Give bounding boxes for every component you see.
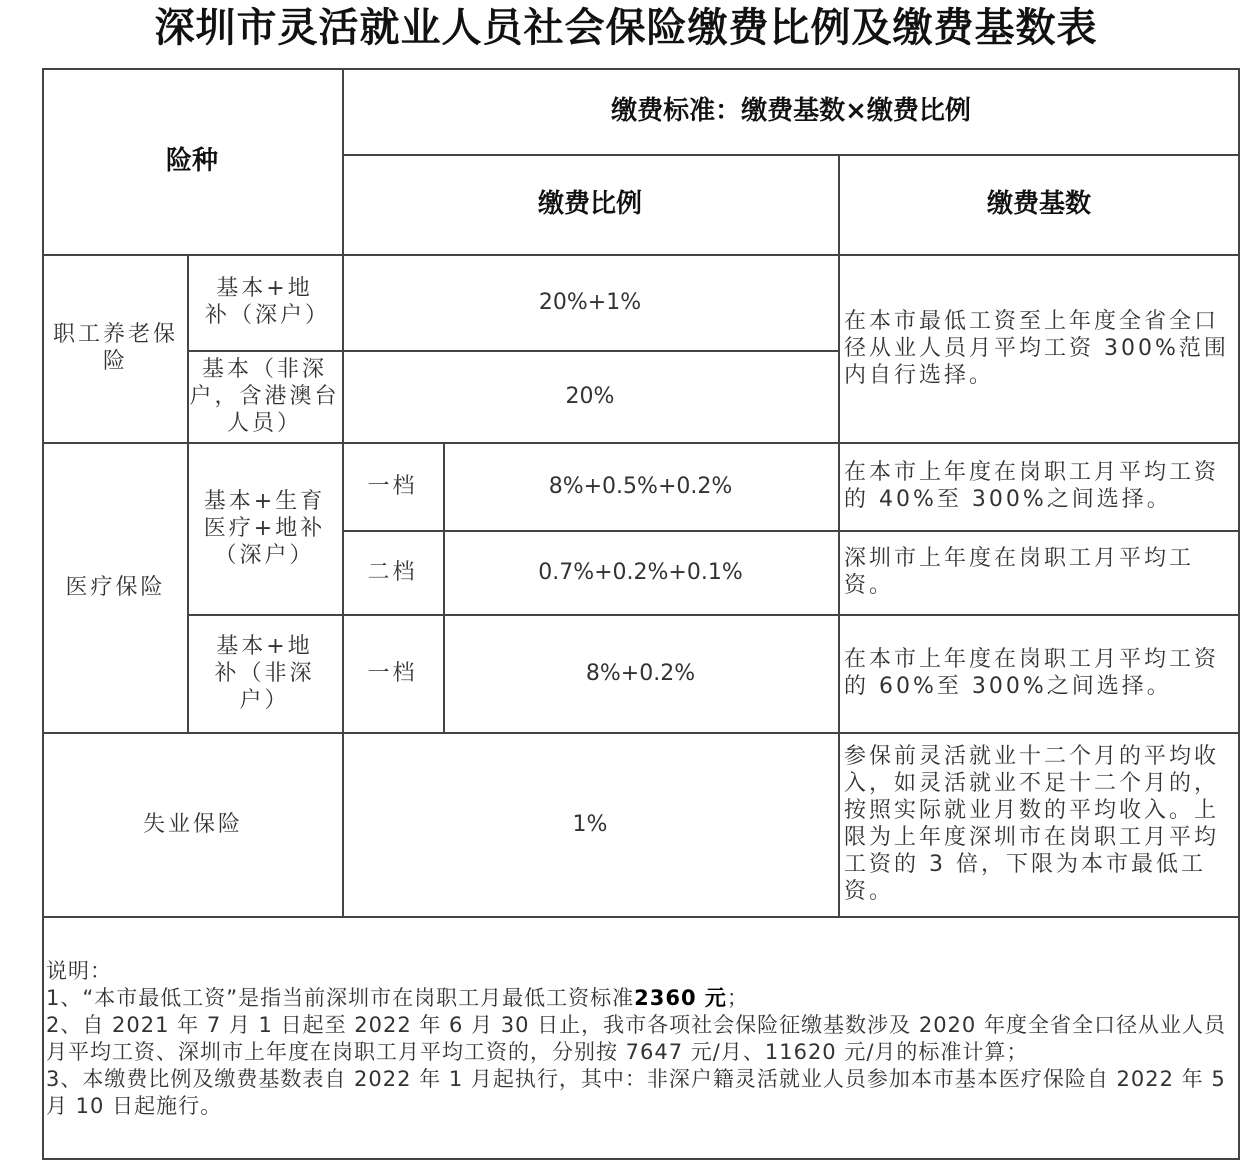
medical-tier1-rate: 8%+0.5%+0.2% [548,473,733,499]
medical-local-type: 基本+生育医疗+地补（深户） [203,488,326,568]
medical-nonlocal-type: 基本+地补（非深户） [214,633,315,713]
medical-label: 医疗保险 [65,574,166,600]
rate-header: 缴费比例 [537,188,642,219]
note-1-text: 1、“本市最低工资”是指当前深圳市在岗职工月最低工资标准 [46,986,635,1010]
unemployment-label: 失业保险 [142,811,243,837]
medical-nonlocal-base: 在本市上年度在岗职工月平均工资的 60%至 300%之间选择。 [844,647,1220,699]
pension-nonlocal-type: 基本（非深户，含港澳台人员） [189,356,340,436]
notes-heading: 说明： [46,959,112,983]
note-2: 2、自 2021 年 7 月 1 日起至 2022 年 6 月 30 日止，我市各项社会保险征缴基数涉及 2020 年度全省全口径从业人员月平均工资、深圳市上年度在岗职工月平均工资的，分别按 7647 元/月、11620 元/月的标准计算； [46,1013,1226,1064]
unemployment-base: 参保前灵活就业十二个月的平均收入，如灵活就业不足十二个月的，按照实际就业月数的平均收入。上限为上年度深圳市在岗职工月平均工资的 3 倍，下限为本市最低工资。 [844,744,1220,904]
notes [46,958,1238,1120]
note-1 [46,985,1238,1012]
medical-tier1-label: 一档 [367,473,418,499]
grid-line [42,916,1240,918]
medical-nonlocal-rate: 8%+0.2% [585,660,696,686]
pension-nonlocal-rate: 20% [565,383,615,409]
medical-tier2-rate: 0.7%+0.2%+0.1% [538,559,743,585]
note-1-end: ； [726,986,749,1010]
min-wage-value: 2360 元 [634,986,727,1010]
base-header: 缴费基数 [986,188,1091,219]
medical-tier1-base: 在本市上年度在岗职工月平均工资的 40%至 300%之间选择。 [844,460,1220,512]
unemployment-rate: 1% [572,811,608,837]
medical-tier2-label: 二档 [367,559,418,585]
standard-header: 缴费标准：缴费基数×缴费比例 [611,95,971,126]
pension-base: 在本市最低工资至上年度全省全口径从业人员月平均工资 300%范围内自行选择。 [844,308,1229,388]
page-title: 深圳市灵活就业人员社会保险缴费比例及缴费基数表 [154,5,1098,51]
medical-nonlocal-tier-label: 一档 [367,660,418,686]
pension-local-rate: 20%+1% [538,289,642,315]
pension-local-type: 基本+地补（深户） [205,276,331,328]
insurance-type-header: 险种 [165,145,218,176]
medical-tier2-base: 深圳市上年度在岗职工月平均工资。 [844,546,1195,598]
pension-label: 职工养老保险 [52,322,178,374]
note-3: 3、本缴费比例及缴费基数表自 2022 年 1 月起执行，其中：非深户籍灵活就业人员参加本市基本医疗保险自 2022 年 5 月 10 日起施行。 [46,1067,1226,1118]
